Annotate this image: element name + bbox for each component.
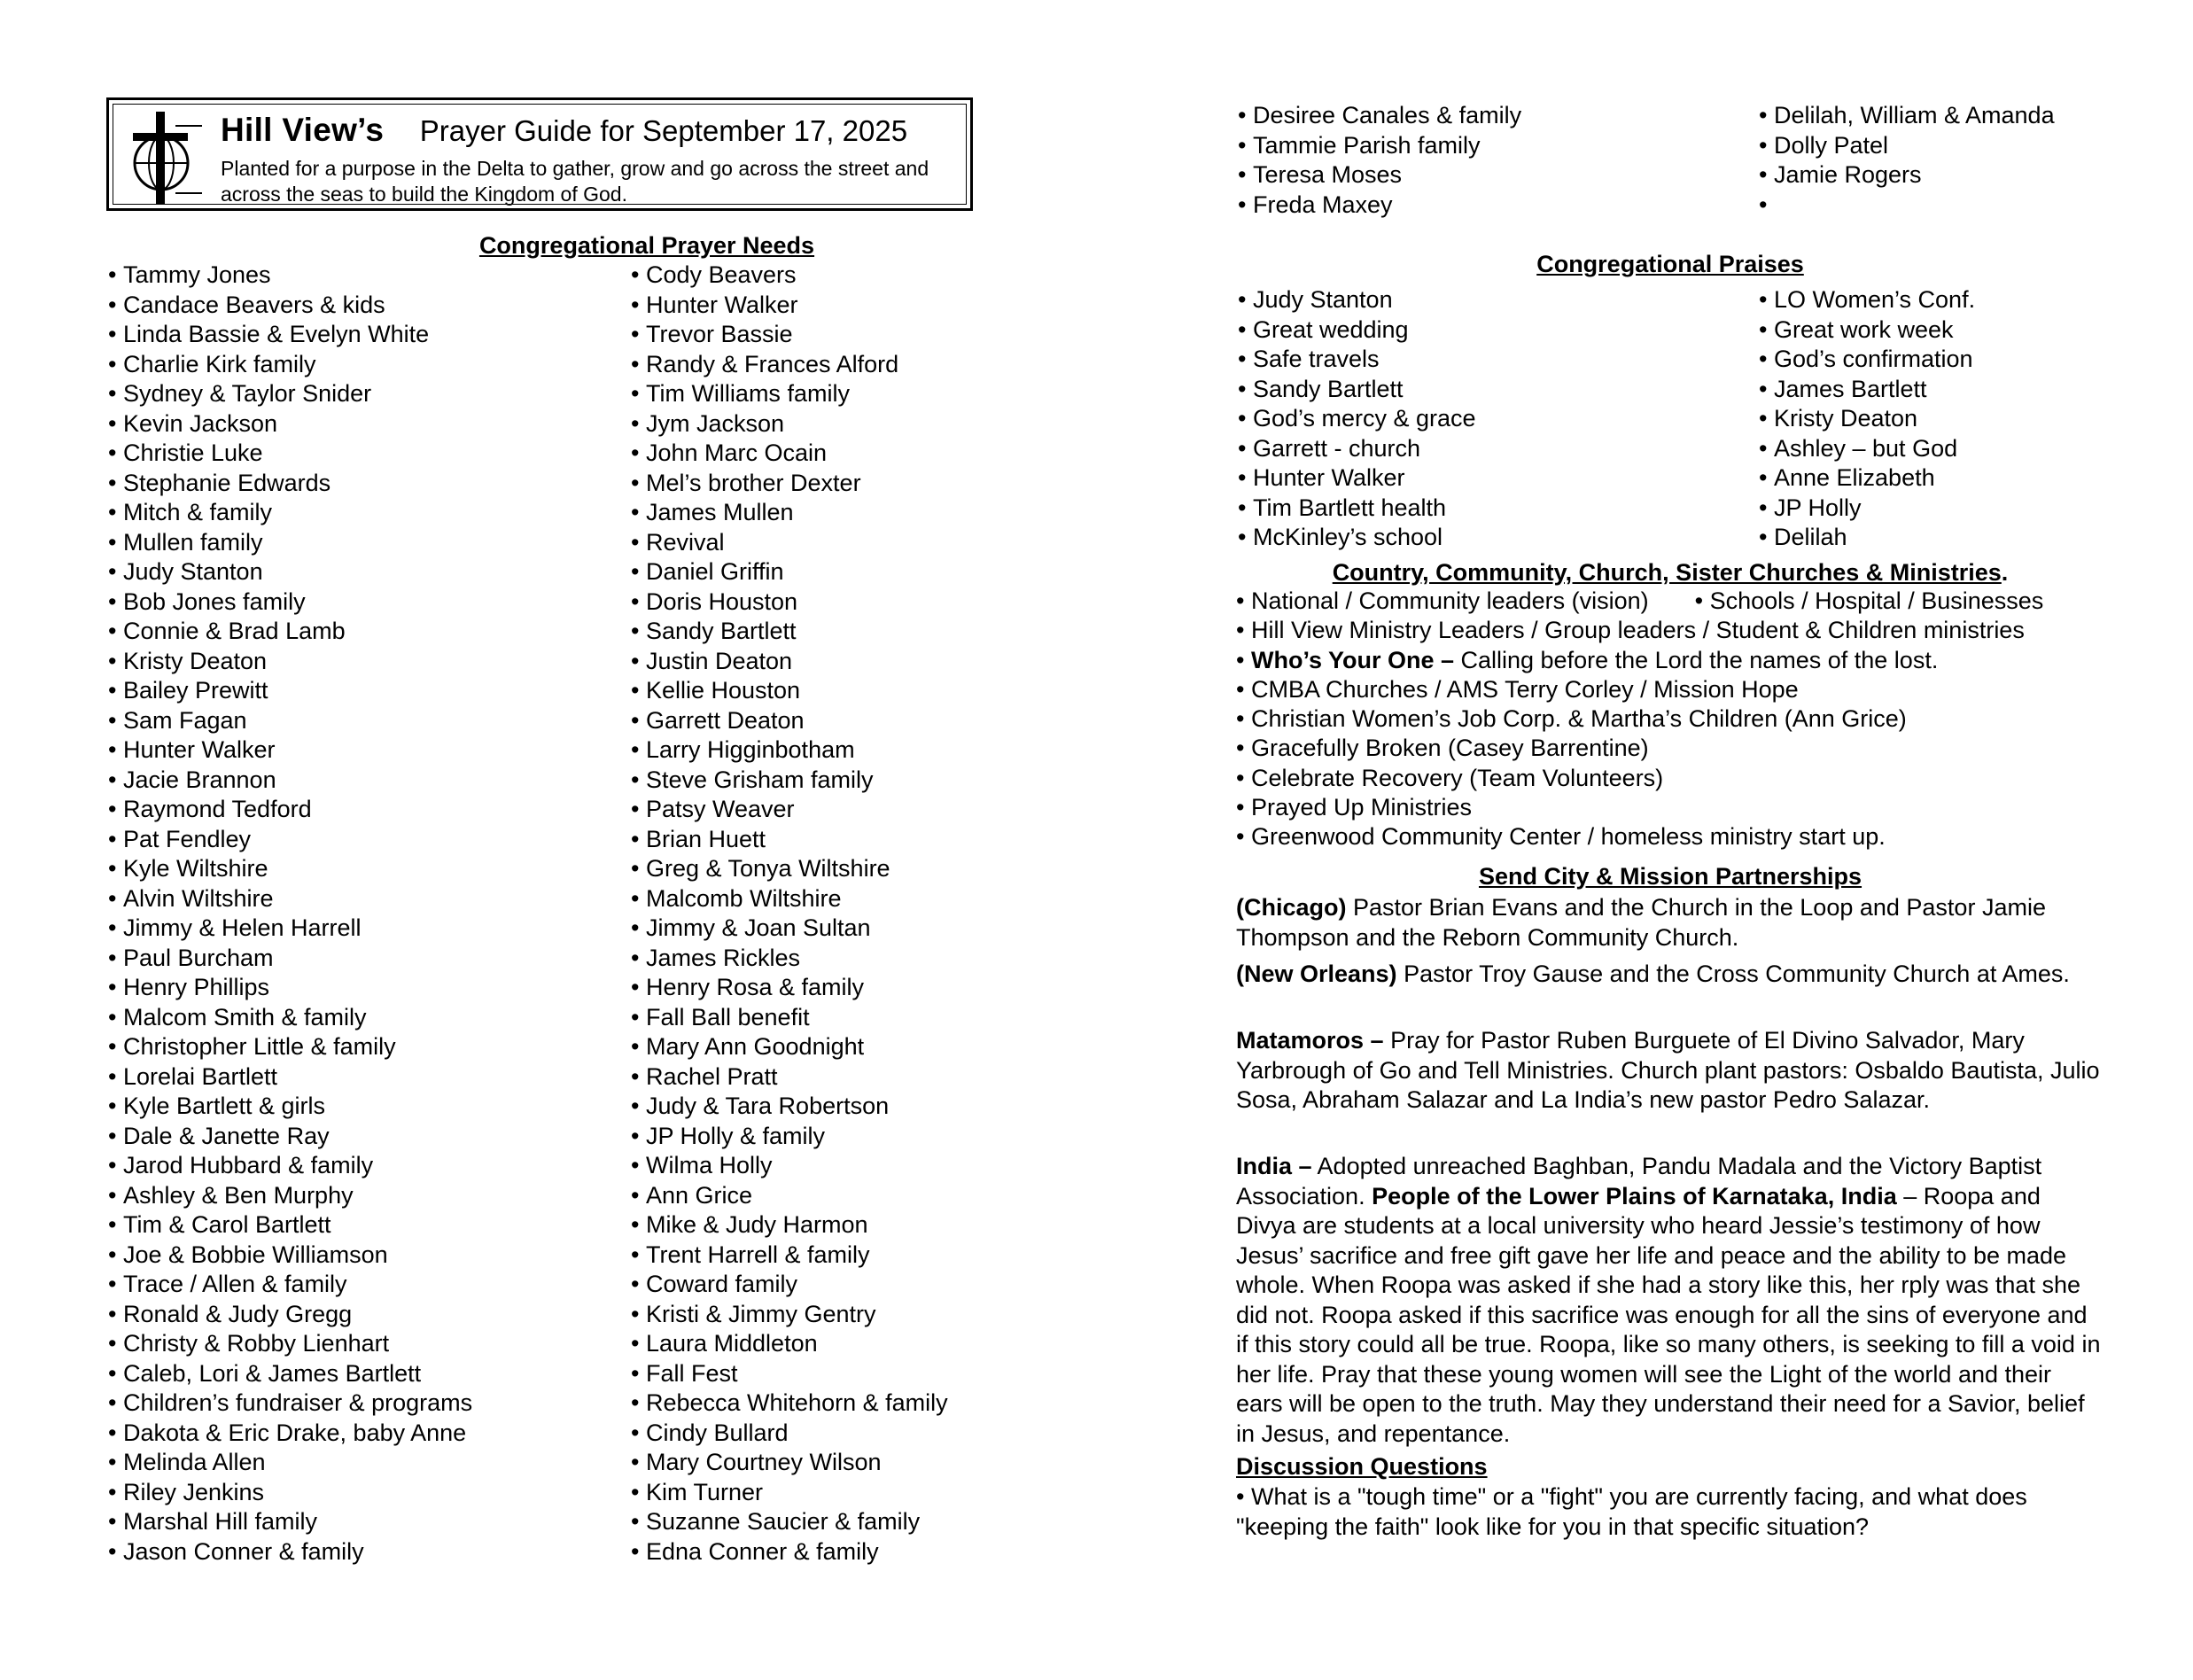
list-item: • Tammy Jones: [108, 261, 472, 291]
list-item: • Mike & Judy Harmon: [631, 1210, 948, 1241]
discussion-heading: Discussion Questions: [1236, 1453, 1488, 1480]
list-item: • Kevin Jackson: [108, 409, 472, 439]
list-item: • Dolly Patel: [1759, 131, 2055, 161]
list-item: • Christopher Little & family: [108, 1032, 472, 1062]
list-item: • Pat Fendley: [108, 825, 472, 855]
list-item: • Cindy Bullard: [631, 1419, 948, 1449]
list-item: • Cody Beavers: [631, 261, 948, 291]
list-item: • Sydney & Taylor Snider: [108, 379, 472, 409]
list-item: • Kristi & Jimmy Gentry: [631, 1300, 948, 1330]
list-item: • Henry Phillips: [108, 973, 472, 1003]
list-item: • Christy & Robby Lienhart: [108, 1329, 472, 1359]
mission-new-orleans: (New Orleans) Pastor Troy Gause and the Cross Community Church at Ames.: [1236, 961, 2070, 987]
list-item: • Mel’s brother Dexter: [631, 469, 948, 499]
list-item: • Larry Higginbotham: [631, 735, 948, 766]
list-item: • Candace Beavers & kids: [108, 291, 472, 321]
list-item: • Safe travels: [1238, 345, 1476, 375]
list-item: • Henry Rosa & family: [631, 973, 948, 1003]
list-item: • Jamie Rogers: [1759, 160, 2055, 191]
list-item: • Charlie Kirk family: [108, 350, 472, 380]
list-item: • Garrett - church: [1238, 434, 1476, 464]
list-item: [1759, 191, 2055, 221]
list-item: • Judy Stanton: [108, 557, 472, 587]
list-item: • Connie & Brad Lamb: [108, 617, 472, 647]
list-item: • Dakota & Eric Drake, baby Anne: [108, 1419, 472, 1449]
list-item: • Rebecca Whitehorn & family: [631, 1388, 948, 1419]
prayer-needs-continued-column-2: [1759, 101, 2055, 220]
ministry-item: • Gracefully Broken (Casey Barrentine): [1236, 734, 2122, 763]
list-item: • God’s confirmation: [1759, 345, 1975, 375]
list-item: • Stephanie Edwards: [108, 469, 472, 499]
discussion-bullet: •: [1236, 1483, 1245, 1510]
list-item: • Linda Bassie & Evelyn White: [108, 320, 472, 350]
list-item: • Trent Harrell & family: [631, 1241, 948, 1271]
church-tagline: Planted for a purpose in the Delta to gather, grow and go across the street and across the seas to build the Kingdom of God.: [221, 157, 929, 206]
ministries-heading-suffix: .: [2001, 559, 2009, 586]
list-item: • Suzanne Saucier & family: [631, 1507, 948, 1537]
ministries-heading-row: [1236, 559, 2104, 587]
list-item: • Patsy Weaver: [631, 795, 948, 825]
list-item: • God’s mercy & grace: [1238, 404, 1476, 434]
ministry-item: • National / Community leaders (vision) • Schools / Hospital / Businesses: [1236, 587, 2122, 616]
list-item: • John Marc Ocain: [631, 439, 948, 469]
list-item: • Bailey Prewitt: [108, 676, 472, 706]
mission-india: India – Adopted unreached Baghban, Pandu Madala and the Victory Baptist Association. People of the Lower Plains of Karnataka, India – Roopa and Divya are students at a local university who heard Jessie’s testimony of how Jesus’ sacrifice and free gift gave her life and peace and the ability to be made whole. When Roopa was asked if she had a story like this, her rply was that she did not. Roopa asked if this sacrifice was enough for all the sins of everyone and if this story could all be true. Roopa, like so many others, is seeking to fill a void in her life. Pray that these young women will see the Light of the world and their ears will be open to the truth. May they understand their need for a Savior, belief in Jesus, and repentance.: [1236, 1153, 2101, 1447]
list-item: • Dale & Janette Ray: [108, 1122, 472, 1152]
list-item: • JP Holly: [1759, 494, 1975, 524]
ministry-item: • Who’s Your One – Calling before the Lord the names of the lost.: [1236, 646, 2122, 675]
list-item: • Kim Turner: [631, 1478, 948, 1508]
list-item: • Wilma Holly: [631, 1151, 948, 1181]
list-item: • Joe & Bobbie Williamson: [108, 1241, 472, 1271]
praises-column-1: [1238, 285, 1476, 553]
list-item: • Hunter Walker: [1238, 463, 1476, 494]
list-item: • Mitch & family: [108, 498, 472, 528]
list-item: • Jason Conner & family: [108, 1537, 472, 1567]
list-item: • Paul Burcham: [108, 944, 472, 974]
prayer-needs-column-1: [108, 261, 472, 1567]
header-inner-border: [113, 104, 967, 205]
list-item: • Malcom Smith & family: [108, 1003, 472, 1033]
ministries-list: [1236, 587, 2122, 852]
guide-title: Prayer Guide for September 17, 2025: [419, 114, 908, 147]
list-item: • Ann Grice: [631, 1181, 948, 1211]
list-item: • Laura Middleton: [631, 1329, 948, 1359]
list-item: • Sandy Bartlett: [1238, 375, 1476, 405]
list-item: • Ashley – but God: [1759, 434, 1975, 464]
list-item: • Kellie Houston: [631, 676, 948, 706]
list-item: • Bob Jones family: [108, 587, 472, 618]
list-item: • Daniel Griffin: [631, 557, 948, 587]
list-item: • LO Women’s Conf.: [1759, 285, 1975, 315]
list-item: • Fall Ball benefit: [631, 1003, 948, 1033]
prayer-needs-heading: Congregational Prayer Needs: [478, 232, 815, 259]
ministry-item: • CMBA Churches / AMS Terry Corley / Mission Hope: [1236, 675, 2122, 704]
ministry-item: • Christian Women’s Job Corp. & Martha’s Children (Ann Grice): [1236, 704, 2122, 734]
list-item: • Tim & Carol Bartlett: [108, 1210, 472, 1241]
mission-matamoros: Matamoros – Pray for Pastor Ruben Burguete of El Divino Salvador, Mary Yarbrough of Go and Tell Ministries. Church plant pastors: Osbaldo Bautista, Julio Sosa, Abraham Salazar and La India’s new pastor Pedro Salazar.: [1236, 1027, 2100, 1113]
ministry-item: • Hill View Ministry Leaders / Group leaders / Student & Children ministries: [1236, 616, 2122, 645]
list-item: • Melinda Allen: [108, 1448, 472, 1478]
list-item: • Kyle Bartlett & girls: [108, 1092, 472, 1122]
list-item: • Children’s fundraiser & programs: [108, 1388, 472, 1419]
list-item: • McKinley’s school: [1238, 523, 1476, 553]
list-item: • Sandy Bartlett: [631, 617, 948, 647]
list-item: • Garrett Deaton: [631, 706, 948, 736]
list-item: • Jarod Hubbard & family: [108, 1151, 472, 1181]
list-item: • Marshal Hill family: [108, 1507, 472, 1537]
missions-heading: Send City & Mission Partnerships: [1478, 863, 1862, 890]
ministry-item: • Greenwood Community Center / homeless ministry start up.: [1236, 822, 2122, 852]
list-item: • Malcomb Wiltshire: [631, 884, 948, 914]
praises-heading: Congregational Praises: [1536, 251, 1804, 277]
list-item: • Steve Grisham family: [631, 766, 948, 796]
list-item: • Anne Elizabeth: [1759, 463, 1975, 494]
list-item: • James Mullen: [631, 498, 948, 528]
list-item: • Kristy Deaton: [108, 647, 472, 677]
church-name: Hill View’s: [221, 112, 385, 148]
list-item: • Judy & Tara Robertson: [631, 1092, 948, 1122]
header-box: [106, 97, 973, 211]
prayer-needs-column-2: [631, 261, 948, 1567]
list-item: • Kristy Deaton: [1759, 404, 1975, 434]
list-item: • Trevor Bassie: [631, 320, 948, 350]
list-item: • Caleb, Lori & James Bartlett: [108, 1359, 472, 1389]
list-item: • Edna Conner & family: [631, 1537, 948, 1567]
list-item: • Great wedding: [1238, 315, 1476, 346]
ministry-item: • Prayed Up Ministries: [1236, 793, 2122, 822]
list-item: • Tammie Parish family: [1238, 131, 1521, 161]
list-item: • Jimmy & Helen Harrell: [108, 914, 472, 944]
list-item: • Mary Courtney Wilson: [631, 1448, 948, 1478]
list-item: • Jacie Brannon: [108, 766, 472, 796]
list-item: • Justin Deaton: [631, 647, 948, 677]
list-item: • Judy Stanton: [1238, 285, 1476, 315]
list-item: • Hunter Walker: [108, 735, 472, 766]
list-item: • Delilah: [1759, 523, 1975, 553]
discussion-question: • What is a "tough time" or a "fight" you are currently facing, and what does "keeping the faith" look like for you in that specific situation?: [1236, 1483, 2027, 1540]
list-item: • Ronald & Judy Gregg: [108, 1300, 472, 1330]
list-item: • Ashley & Ben Murphy: [108, 1181, 472, 1211]
list-item: • James Rickles: [631, 944, 948, 974]
list-item: • Brian Huett: [631, 825, 948, 855]
list-item: • James Bartlett: [1759, 375, 1975, 405]
list-item: • Revival: [631, 528, 948, 558]
list-item: • Teresa Moses: [1238, 160, 1521, 191]
list-item: • Christie Luke: [108, 439, 472, 469]
list-item: • Jym Jackson: [631, 409, 948, 439]
list-item: • Raymond Tedford: [108, 795, 472, 825]
list-item: • Mullen family: [108, 528, 472, 558]
list-item: • Hunter Walker: [631, 291, 948, 321]
list-item: • Alvin Wiltshire: [108, 884, 472, 914]
list-item: • Desiree Canales & family: [1238, 101, 1521, 131]
list-item: • Fall Fest: [631, 1359, 948, 1389]
list-item: • Tim Bartlett health: [1238, 494, 1476, 524]
ministry-item: • Celebrate Recovery (Team Volunteers): [1236, 764, 2122, 793]
list-item: • Rachel Pratt: [631, 1062, 948, 1093]
list-item: • Riley Jenkins: [108, 1478, 472, 1508]
ministries-heading: Country, Community, Church, Sister Churches & Ministries: [1332, 559, 2002, 586]
list-item: • Jimmy & Joan Sultan: [631, 914, 948, 944]
list-item: • Doris Houston: [631, 587, 948, 618]
praises-column-2: [1759, 285, 1975, 553]
list-item: • Delilah, William & Amanda: [1759, 101, 2055, 131]
list-item: • Lorelai Bartlett: [108, 1062, 472, 1093]
list-item: • Sam Fagan: [108, 706, 472, 736]
list-item: • Trace / Allen & family: [108, 1270, 472, 1300]
list-item: • Coward family: [631, 1270, 948, 1300]
list-item: • Mary Ann Goodnight: [631, 1032, 948, 1062]
list-item: • Greg & Tonya Wiltshire: [631, 854, 948, 884]
church-logo-icon: [122, 108, 206, 207]
prayer-needs-continued-column-1: [1238, 101, 1521, 220]
list-item: • Tim Williams family: [631, 379, 948, 409]
list-item: • Great work week: [1759, 315, 1975, 346]
list-item: • Freda Maxey: [1238, 191, 1521, 221]
list-item: • JP Holly & family: [631, 1122, 948, 1152]
list-item: • Kyle Wiltshire: [108, 854, 472, 884]
header-title-row: [221, 112, 907, 149]
mission-chicago: (Chicago) Pastor Brian Evans and the Church in the Loop and Pastor Jamie Thompson and the Reborn Community Church.: [1236, 894, 2046, 951]
list-item: • Randy & Frances Alford: [631, 350, 948, 380]
